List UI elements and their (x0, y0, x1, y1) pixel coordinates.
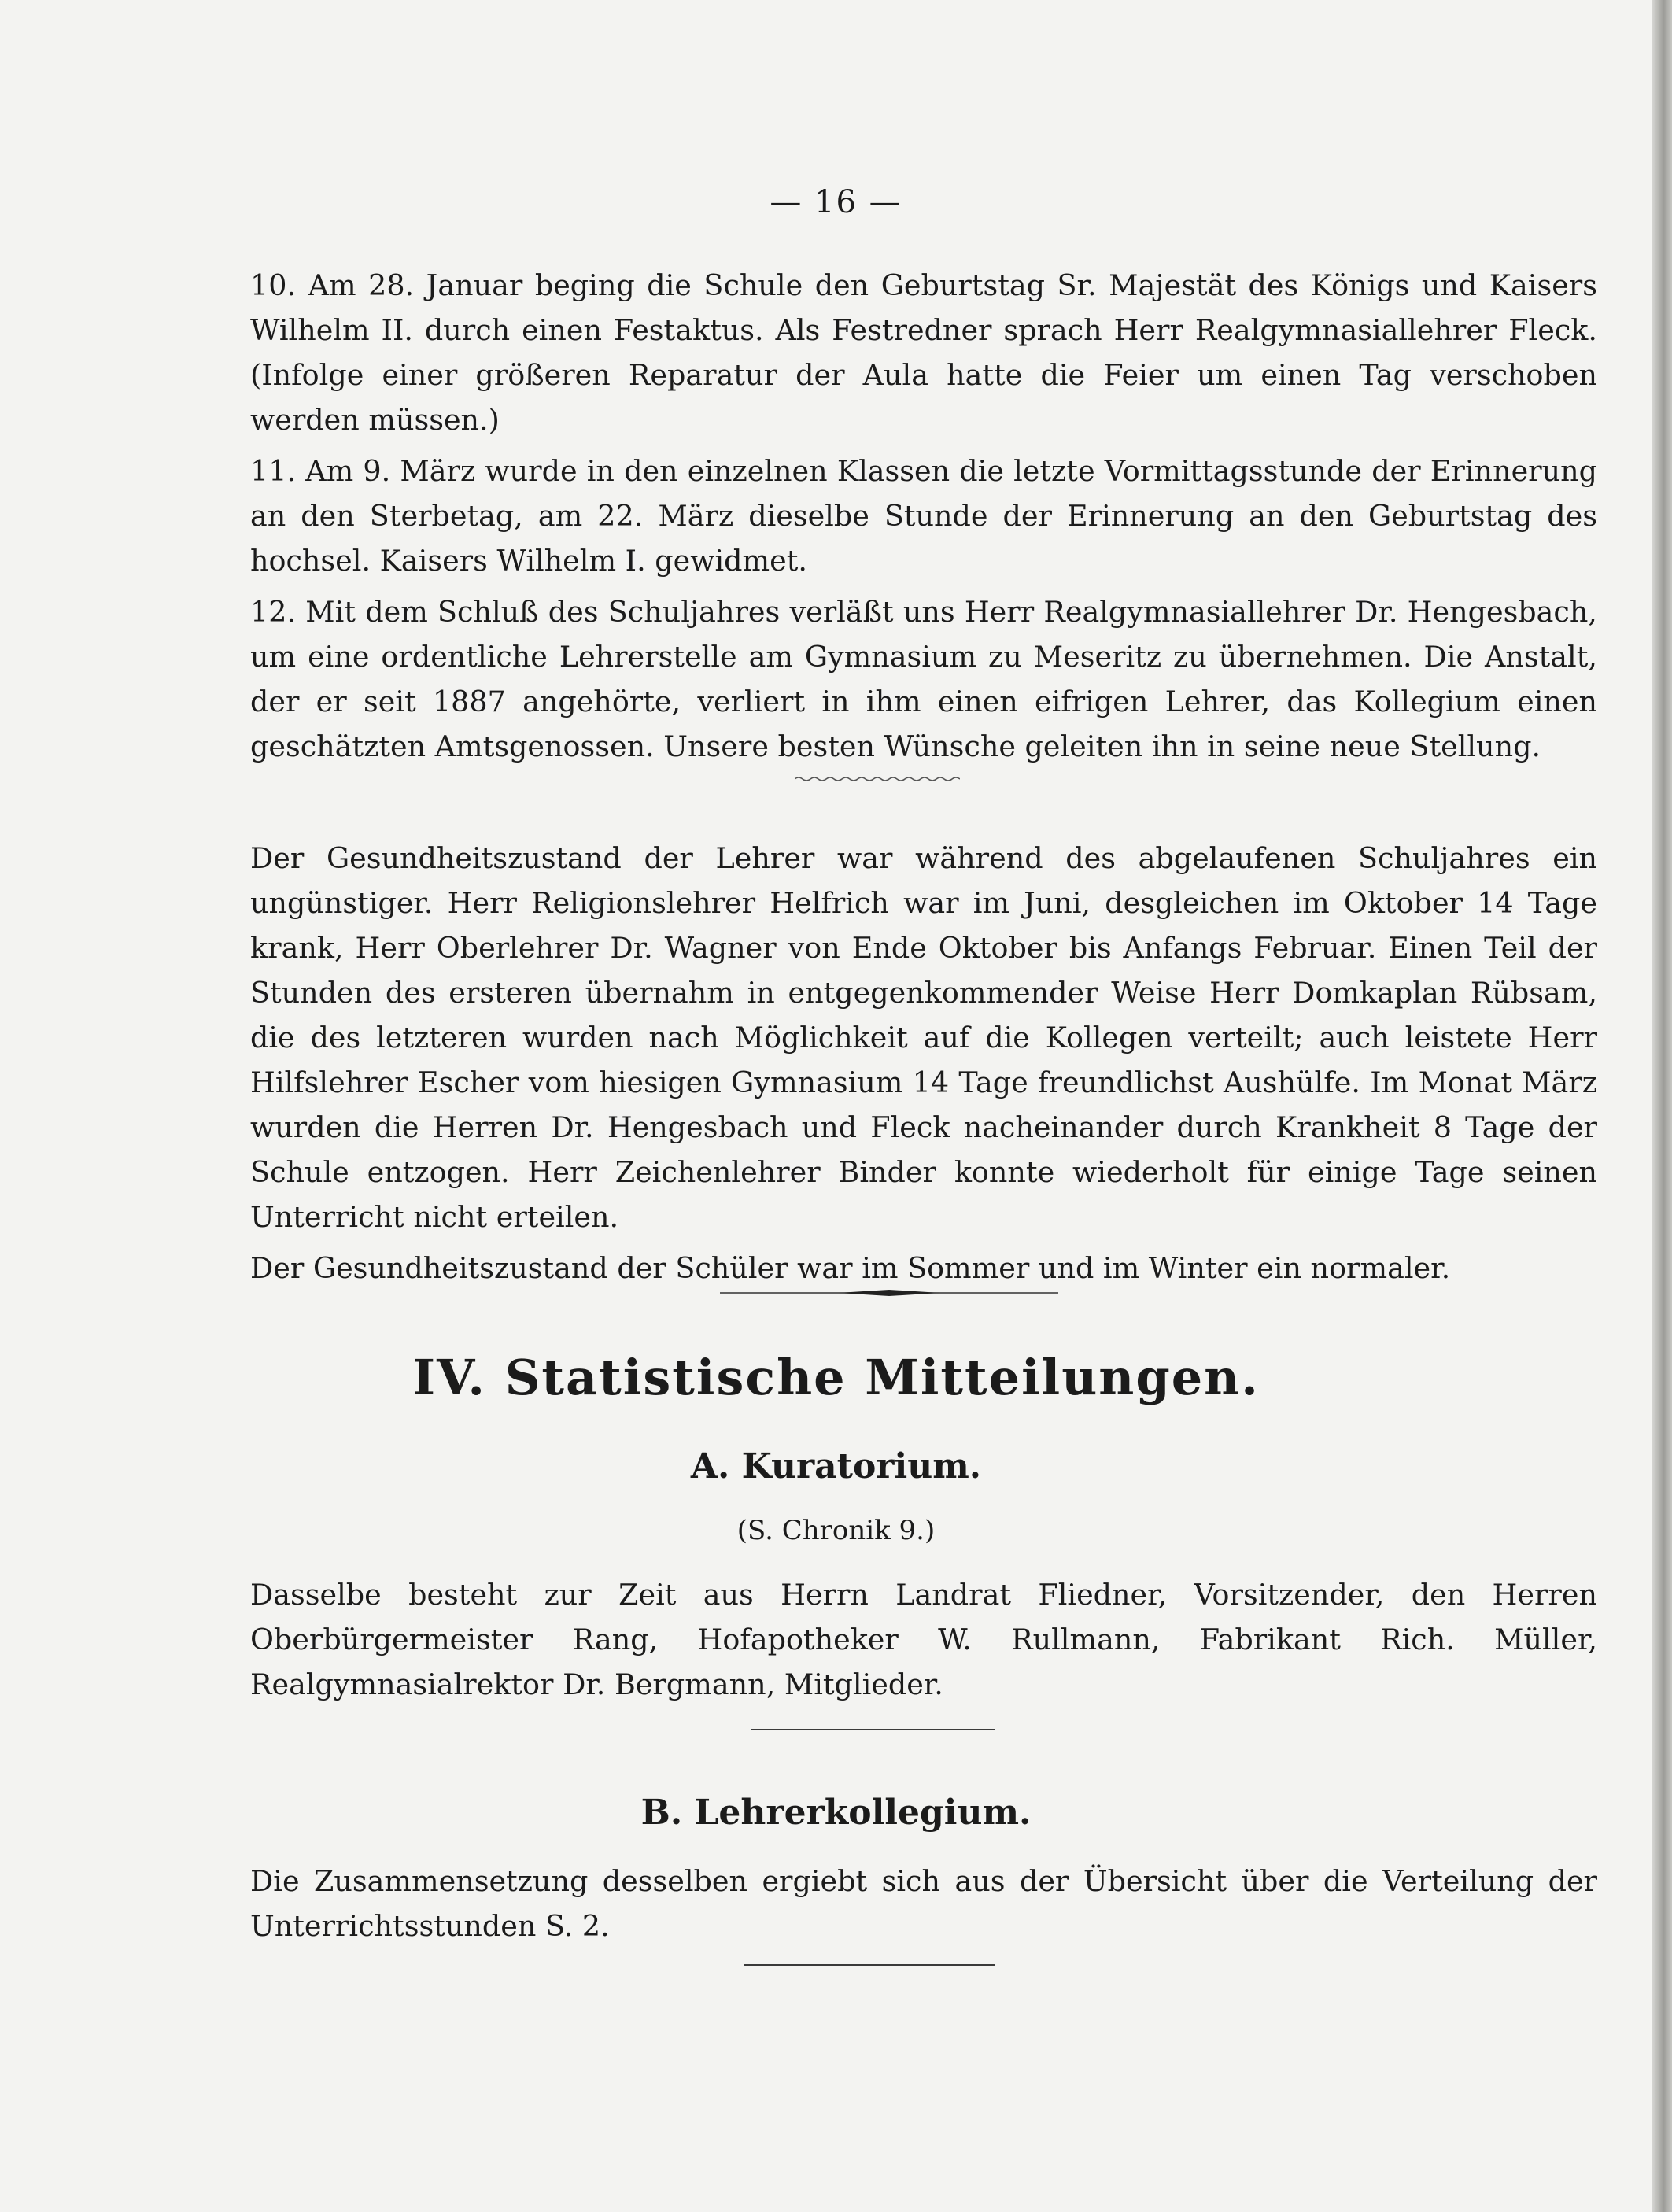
ornamental-rule (720, 1289, 1058, 1297)
page-edge-shadow (1652, 0, 1672, 2212)
section-a-note: (S. Chronik 9.) (736, 1515, 936, 1546)
lehrerkollegium-paragraph: Die Zusammensetzung desselben ergiebt sich aus der Übersicht über die Verteilung der Unterrichtsstunden S. 2. (250, 1864, 1597, 1943)
section-health (250, 836, 1597, 1291)
wavy-divider (795, 776, 960, 782)
paragraph-teacher-health: Der Gesundheitszustand der Lehrer war während des abgelaufenen Schuljahres ein ungünstiger. Herr Religionslehrer Helfrich war im Juni, desgleichen im Oktober 14 Tage krank, Herr Oberlehrer Dr. Wagner von Ende Oktober bis Anfangs Februar. Einen Teil der Stunden des ersteren übernahm in entgegenkommender Weise Herr Domkaplan Rübsam, die des letzteren wurden nach Möglichkeit auf die Kollegen verteilt; auch leistete Herr Hilfslehrer Escher vom hiesigen Gymnasium 14 Tage freundlichst Aushülfe. Im Monat März wurden die Herren Dr. Hengesbach und Fleck nacheinander durch Krankheit 8 Tage der Schule entzogen. Herr Zeichenlehrer Binder konnte wiederholt für einige Tage seinen Unterricht nicht erteilen. (250, 841, 1597, 1234)
chapter-title: IV. Statistische Mitteilungen. (412, 1349, 1260, 1406)
section-b-body (250, 1859, 1597, 1948)
paragraph-12: 12. Mit dem Schluß des Schuljahres verläßt uns Herr Realgymnasiallehrer Dr. Hengesbach, um eine ordentliche Lehrerstelle am Gymnasium zu Meseritz zu übernehmen. Die Anstalt, der er seit 1887 angehörte, verliert in ihm einen eifrigen Lehrer, das Kollegium einen geschätzten Amtsgenossen. Unsere besten Wünsche geleiten ihn in seine neue Stellung. (250, 595, 1597, 763)
paragraph-student-health: Der Gesundheitszustand der Schüler war im Sommer und im Winter ein normaler. (250, 1251, 1451, 1285)
kuratorium-paragraph: Dasselbe besteht zur Zeit aus Herrn Landrat Fliedner, Vorsitzender, den Herren Oberbürgermeister Rang, Hofapotheker W. Rullmann, Fabrikant Rich. Müller, Realgymnasialrektor Dr. Bergmann, Mitglieder. (250, 1578, 1597, 1701)
page-number: — 16 — (770, 184, 902, 220)
section-chronicle (250, 263, 1597, 769)
section-a-title: A. Kuratorium. (690, 1446, 982, 1486)
section-a-body (250, 1572, 1597, 1707)
paragraph-10: 10. Am 28. Januar beging die Schule den Geburtstag Sr. Majestät des Königs und Kaisers Wilhelm II. durch einen Festaktus. Als Festredner sprach Herr Realgymnasiallehrer Fleck. (Infolge einer größeren Reparatur der Aula hatte die Feier um einen Tag verschoben werden müssen.) (250, 268, 1597, 437)
paragraph-11: 11. Am 9. März wurde in den einzelnen Klassen die letzte Vormittagsstunde der Erinnerung an den Sterbetag, am 22. März dieselbe Stunde der Erinnerung an den Geburtstag des hochsel. Kaisers Wilhelm I. gewidmet. (250, 454, 1597, 578)
divider-after-b (744, 1964, 995, 1966)
section-b-title: B. Lehrerkollegium. (640, 1793, 1032, 1833)
divider-after-a (751, 1729, 995, 1730)
